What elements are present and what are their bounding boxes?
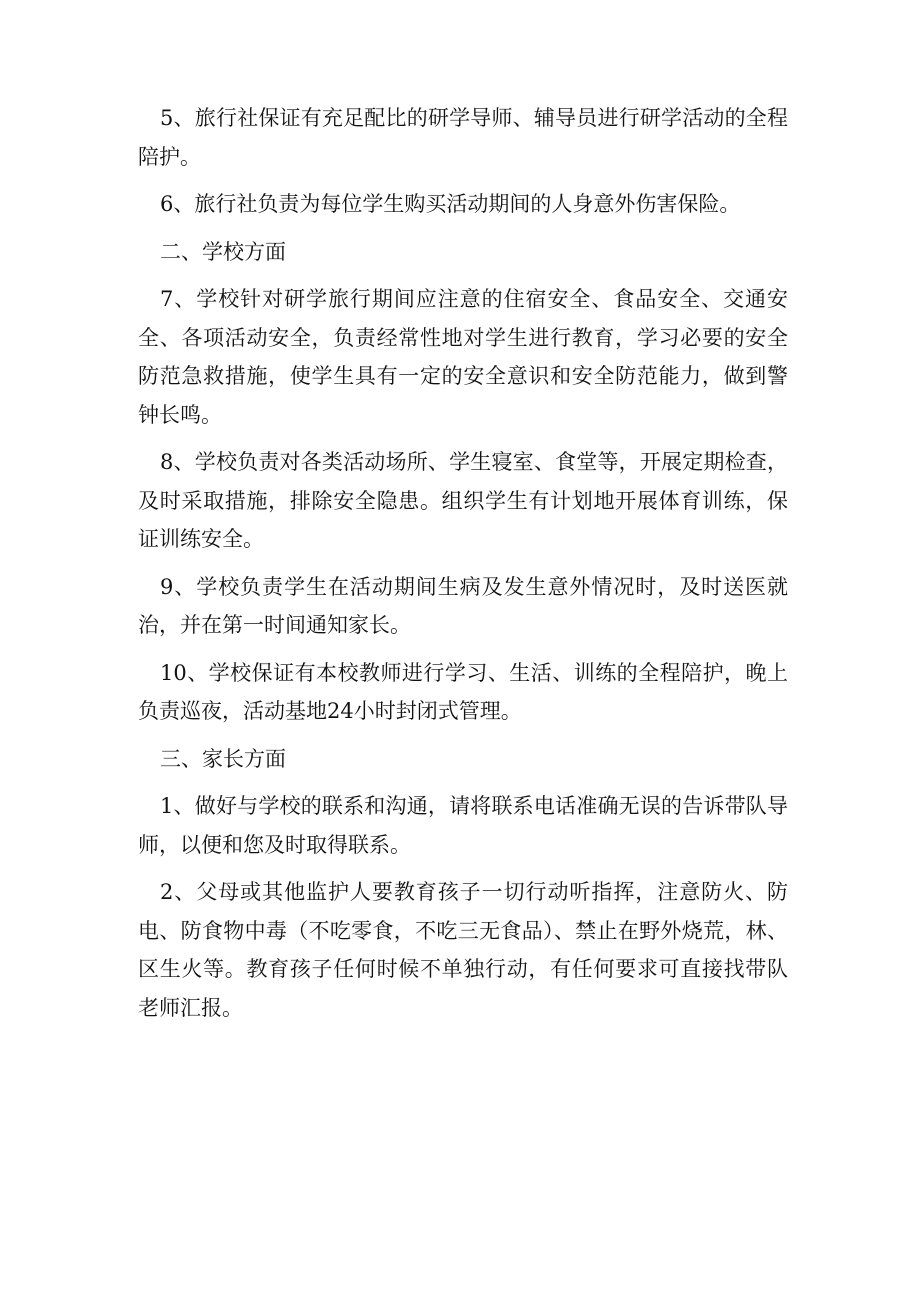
paragraph-item-5: 5、旅行社保证有充足配比的研学导师、辅导员进行研学活动的全程陪护。 xyxy=(138,106,788,169)
section-heading-parents: 三、家长方面 xyxy=(160,746,286,771)
paragraph-item-10: 10、学校保证有本校教师进行学习、生活、训练的全程陪护，晚上负责巡夜，活动基地24小时封闭式管理。 xyxy=(138,660,788,723)
section-heading-school: 二、学校方面 xyxy=(160,239,286,264)
paragraph-item-parent-2: 2、父母或其他监护人要教育孩子一切行动听指挥，注意防火、防电、防食物中毒（不吃零食，不吃三无食品）、禁止在野外烧荒，林、区生火等。教育孩子任何时候不单独行动，有任何要求可直接找带队老师汇报。 xyxy=(138,880,788,1020)
paragraph-item-6: 6、旅行社负责为每位学生购买活动期间的人身意外伤害保险。 xyxy=(160,192,741,216)
paragraph-item-parent-1: 1、做好与学校的联系和沟通，请将联系电话准确无误的告诉带队导师，以便和您及时取得联系。 xyxy=(138,794,788,857)
paragraph-item-7: 7、学校针对研学旅行期间应注意的住宿安全、食品安全、交通安全、各项活动安全，负责经常性地对学生进行教育，学习必要的安全防范急救措施，使学生具有一定的安全意识和安全防范能力，做到警钟长鸣。 xyxy=(138,287,788,427)
document-body xyxy=(138,99,788,1027)
paragraph-item-8: 8、学校负责对各类活动场所、学生寝室、食堂等，开展定期检查，及时采取措施，排除安全隐患。组织学生有计划地开展体育训练，保证训练安全。 xyxy=(138,450,788,551)
paragraph-item-9: 9、学校负责学生在活动期间生病及发生意外情况时，及时送医就治，并在第一时间通知家长。 xyxy=(138,574,788,637)
